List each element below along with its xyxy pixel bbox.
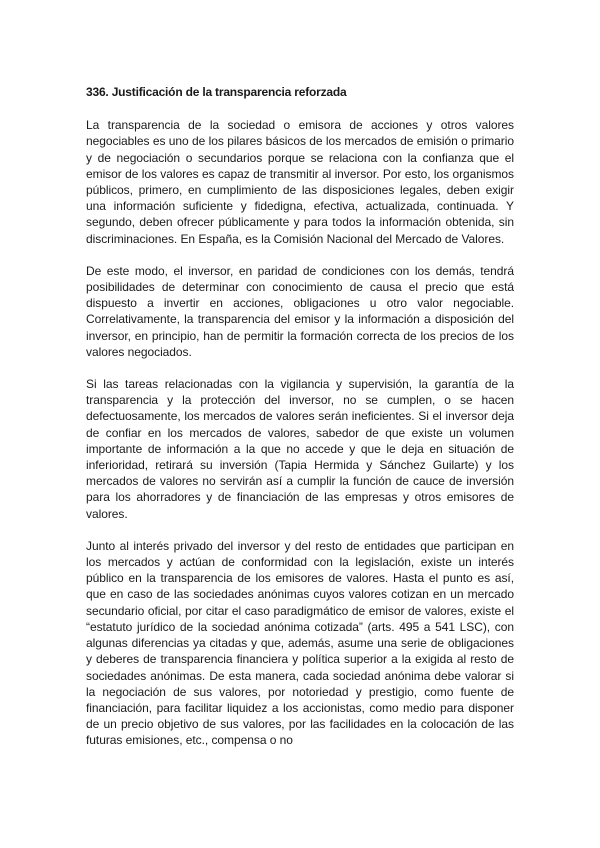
- paragraph-1: La transparencia de la sociedad o emisora de acciones y otros valores negociables es uno de los pilares básicos de los mercados de emisión o primario y de negociación o secundarios porque se relaciona con la confianza que el emisor de los valores es capaz de transmitir al inversor. Por esto, los organismos públicos, primero, en cumplimiento de las disposiciones legales, deben exigir una información suficiente y fidedigna, efectiva, actualizada, continuada. Y segundo, deben ofrecer públicamente y para todos la información obtenida, sin discriminaciones. En España, es la Comisión Nacional del Mercado de Valores.: [86, 118, 514, 246]
- section-title: 336. Justificación de la transparencia reforzada: [86, 85, 347, 99]
- paragraph-2: De este modo, el inversor, en paridad de condiciones con los demás, tendrá posibilidades de determinar con conocimiento de causa el precio que está dispuesto a invertir en acciones, obligaciones u otro valor negociable. Correlativamente, la transparencia del emisor y la información a disposición del inversor, en principio, han de permitir la formación correcta de los precios de los valores negociados.: [86, 263, 514, 359]
- paragraph-3: Si las tareas relacionadas con la vigilancia y supervisión, la garantía de la transparencia y la protección del inversor, no se cumplen, o se hacen defectuosamente, los mercados de valores serán ineficientes. Si el inversor deja de confiar en los mercados de valores, sabedor de que existe un volumen importante de información a la que no accede y que le deja en situación de inferioridad, retirará su inversión (Tapia Hermida y Sánchez Guilarte) y los mercados de valores no servirán así a cumplir la función de cauce de inversión para los ahorradores y de financiación de las empresas y otros emisores de valores.: [86, 377, 514, 521]
- paragraph-4: Junto al interés privado del inversor y del resto de entidades que participan en los mercados y actúan de conformidad con la legislación, existe un interés público en la transparencia de los emisores de valores. Hasta el punto es así, que en caso de las sociedades anónimas cuyos valores cotizan en un mercado secundario oficial, por citar el caso paradigmático de emisor de valores, existe el “estatuto jurídico de la sociedad anónima cotizada” (arts. 495 a 541 LSC), con algunas diferencias ya citadas y que, además, asume una serie de obligaciones y deberes de transparencia financiera y política superior a la exigida al resto de sociedades anónimas. De esta manera, cada sociedad anónima debe valorar si la negociación de sus valores, por notoriedad y prestigio, como fuente de financiación, para facilitar liquidez a los accionistas, como medio para disponer de un precio objetivo de sus valores, por las facilidades en la colocación de las futuras emisiones, etc., compensa o no: [86, 538, 514, 748]
- document-body: [86, 84, 514, 749]
